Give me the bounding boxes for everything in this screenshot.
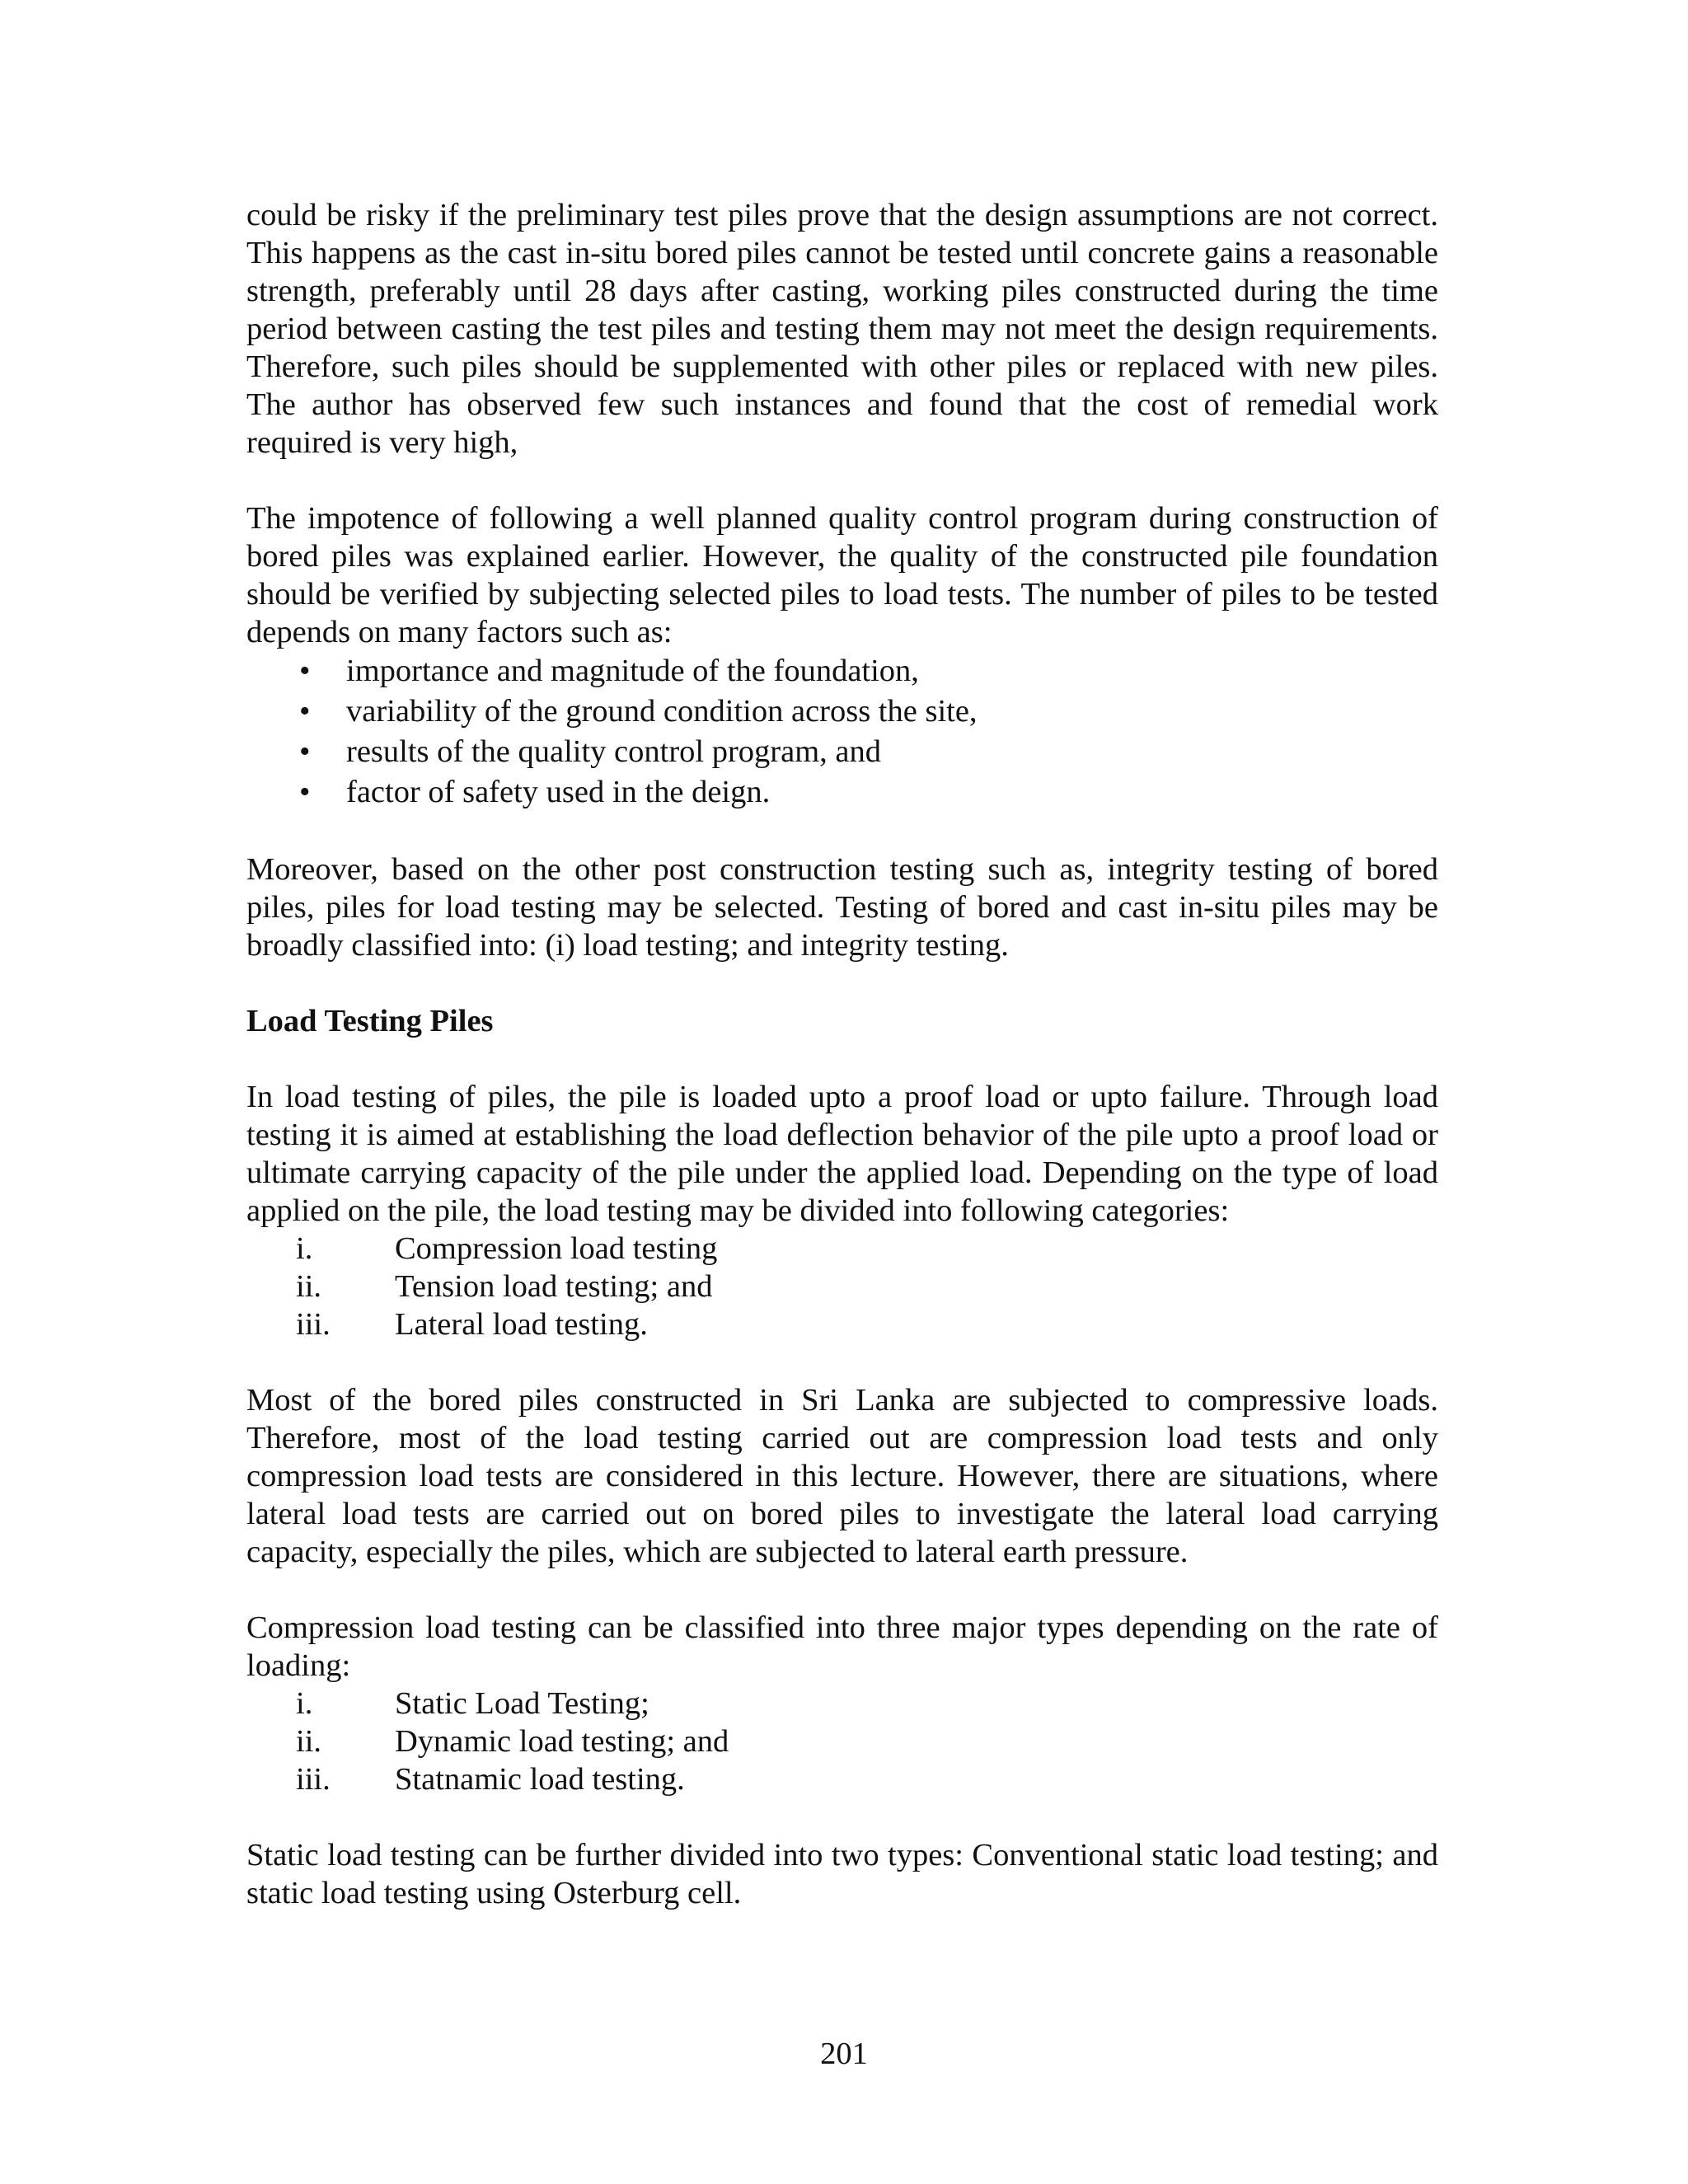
- list-item-text: importance and magnitude of the foundation,: [346, 654, 919, 688]
- list-numeral: ii.: [296, 1724, 322, 1759]
- list-item-text: variability of the ground condition across the site,: [346, 694, 978, 729]
- list-item: [246, 1268, 1438, 1305]
- paragraph-gap: [246, 1040, 1438, 1078]
- list-item: [246, 1722, 1438, 1760]
- page-number: 201: [820, 2036, 868, 2071]
- list-numeral: iii.: [296, 1762, 331, 1797]
- list-item-text: Lateral load testing.: [395, 1307, 648, 1342]
- paragraph-post-construction: Moreover, based on the other post construction testing such as, integrity testing of bored piles, piles for load testing may be selected. Testing of bored and cast in-situ piles may be broadly classified into: (i) load testing; and integrity testing.: [246, 852, 1438, 963]
- list-item: [246, 732, 1438, 772]
- list-item-text: Dynamic load testing; and: [395, 1724, 729, 1759]
- paragraph-risky-test-piles: could be risky if the preliminary test piles prove that the design assumptions are not correct. This happens as the cast in-situ bored piles cannot be tested until concrete gains a reasonable strength, preferably until 28 days after casting, working piles constructed during the time period between casting the test piles and testing them may not meet the design requirements. Therefore, such piles should be supplemented with other piles or replaced with new piles. The author has observed few such instances and found that the cost of remedial work required is very high,: [246, 198, 1438, 460]
- list-item-text: factor of safety used in the deign.: [346, 775, 771, 809]
- factor-bullet-list: [246, 651, 1438, 813]
- paragraph-gap: [246, 462, 1438, 499]
- paragraph-quality-control: The impotence of following a well planned quality control program during construction of bored piles was explained earlier. However, the quality of the constructed pile foundation should be verified by subjecting selected piles to load tests. The number of piles to be tested depends on many factors such as:: [246, 501, 1438, 649]
- list-numeral: ii.: [296, 1269, 322, 1304]
- document-page: [246, 196, 1438, 1912]
- list-item: [246, 1230, 1438, 1268]
- list-numeral: i.: [296, 1686, 313, 1721]
- list-numeral: iii.: [296, 1307, 331, 1342]
- list-item: [246, 1760, 1438, 1798]
- list-item-text: results of the quality control program, and: [346, 734, 881, 769]
- paragraph-gap: [246, 813, 1438, 851]
- load-category-list: [246, 1230, 1438, 1343]
- compression-type-list: [246, 1685, 1438, 1798]
- paragraph-gap: [246, 1571, 1438, 1609]
- list-item-text: Statnamic load testing.: [395, 1762, 685, 1797]
- list-item-text: Compression load testing: [395, 1231, 718, 1266]
- list-item: [246, 651, 1438, 691]
- section-heading: Load Testing Piles: [246, 1004, 494, 1038]
- bullet-icon: •: [299, 694, 311, 729]
- paragraph-gap: [246, 964, 1438, 1002]
- paragraph-compression-types: Compression load testing can be classified into three major types depending on the rate of loading:: [246, 1610, 1438, 1683]
- list-item: [246, 1685, 1438, 1722]
- paragraph-sri-lanka: Most of the bored piles constructed in Sri Lanka are subjected to compressive loads. Therefore, most of the load testing carried out are compression load tests and only compression load tests are considered in this lecture. However, there are situations, where lateral load tests are carried out on bored piles to investigate the lateral load carrying capacity, especially the piles, which are subjected to lateral earth pressure.: [246, 1383, 1438, 1569]
- list-item: [246, 691, 1438, 732]
- list-numeral: i.: [296, 1231, 313, 1266]
- paragraph-load-testing: In load testing of piles, the pile is loaded upto a proof load or upto failure. Through load testing it is aimed at establishing the load deflection behavior of the pile upto a proof load or ultimate carrying capacity of the pile under the applied load. Depending on the type of load applied on the pile, the load testing may be divided into following categories:: [246, 1080, 1438, 1228]
- bullet-icon: •: [299, 734, 311, 769]
- paragraph-static-load: Static load testing can be further divided into two types: Conventional static load testing; and static load testing using Osterburg cell.: [246, 1838, 1438, 1910]
- list-item: [246, 772, 1438, 813]
- bullet-icon: •: [299, 654, 311, 688]
- paragraph-gap: [246, 1798, 1438, 1836]
- bullet-icon: •: [299, 775, 311, 809]
- list-item-text: Tension load testing; and: [395, 1269, 713, 1304]
- list-item-text: Static Load Testing;: [395, 1686, 649, 1721]
- list-item: [246, 1305, 1438, 1343]
- paragraph-gap: [246, 1343, 1438, 1381]
